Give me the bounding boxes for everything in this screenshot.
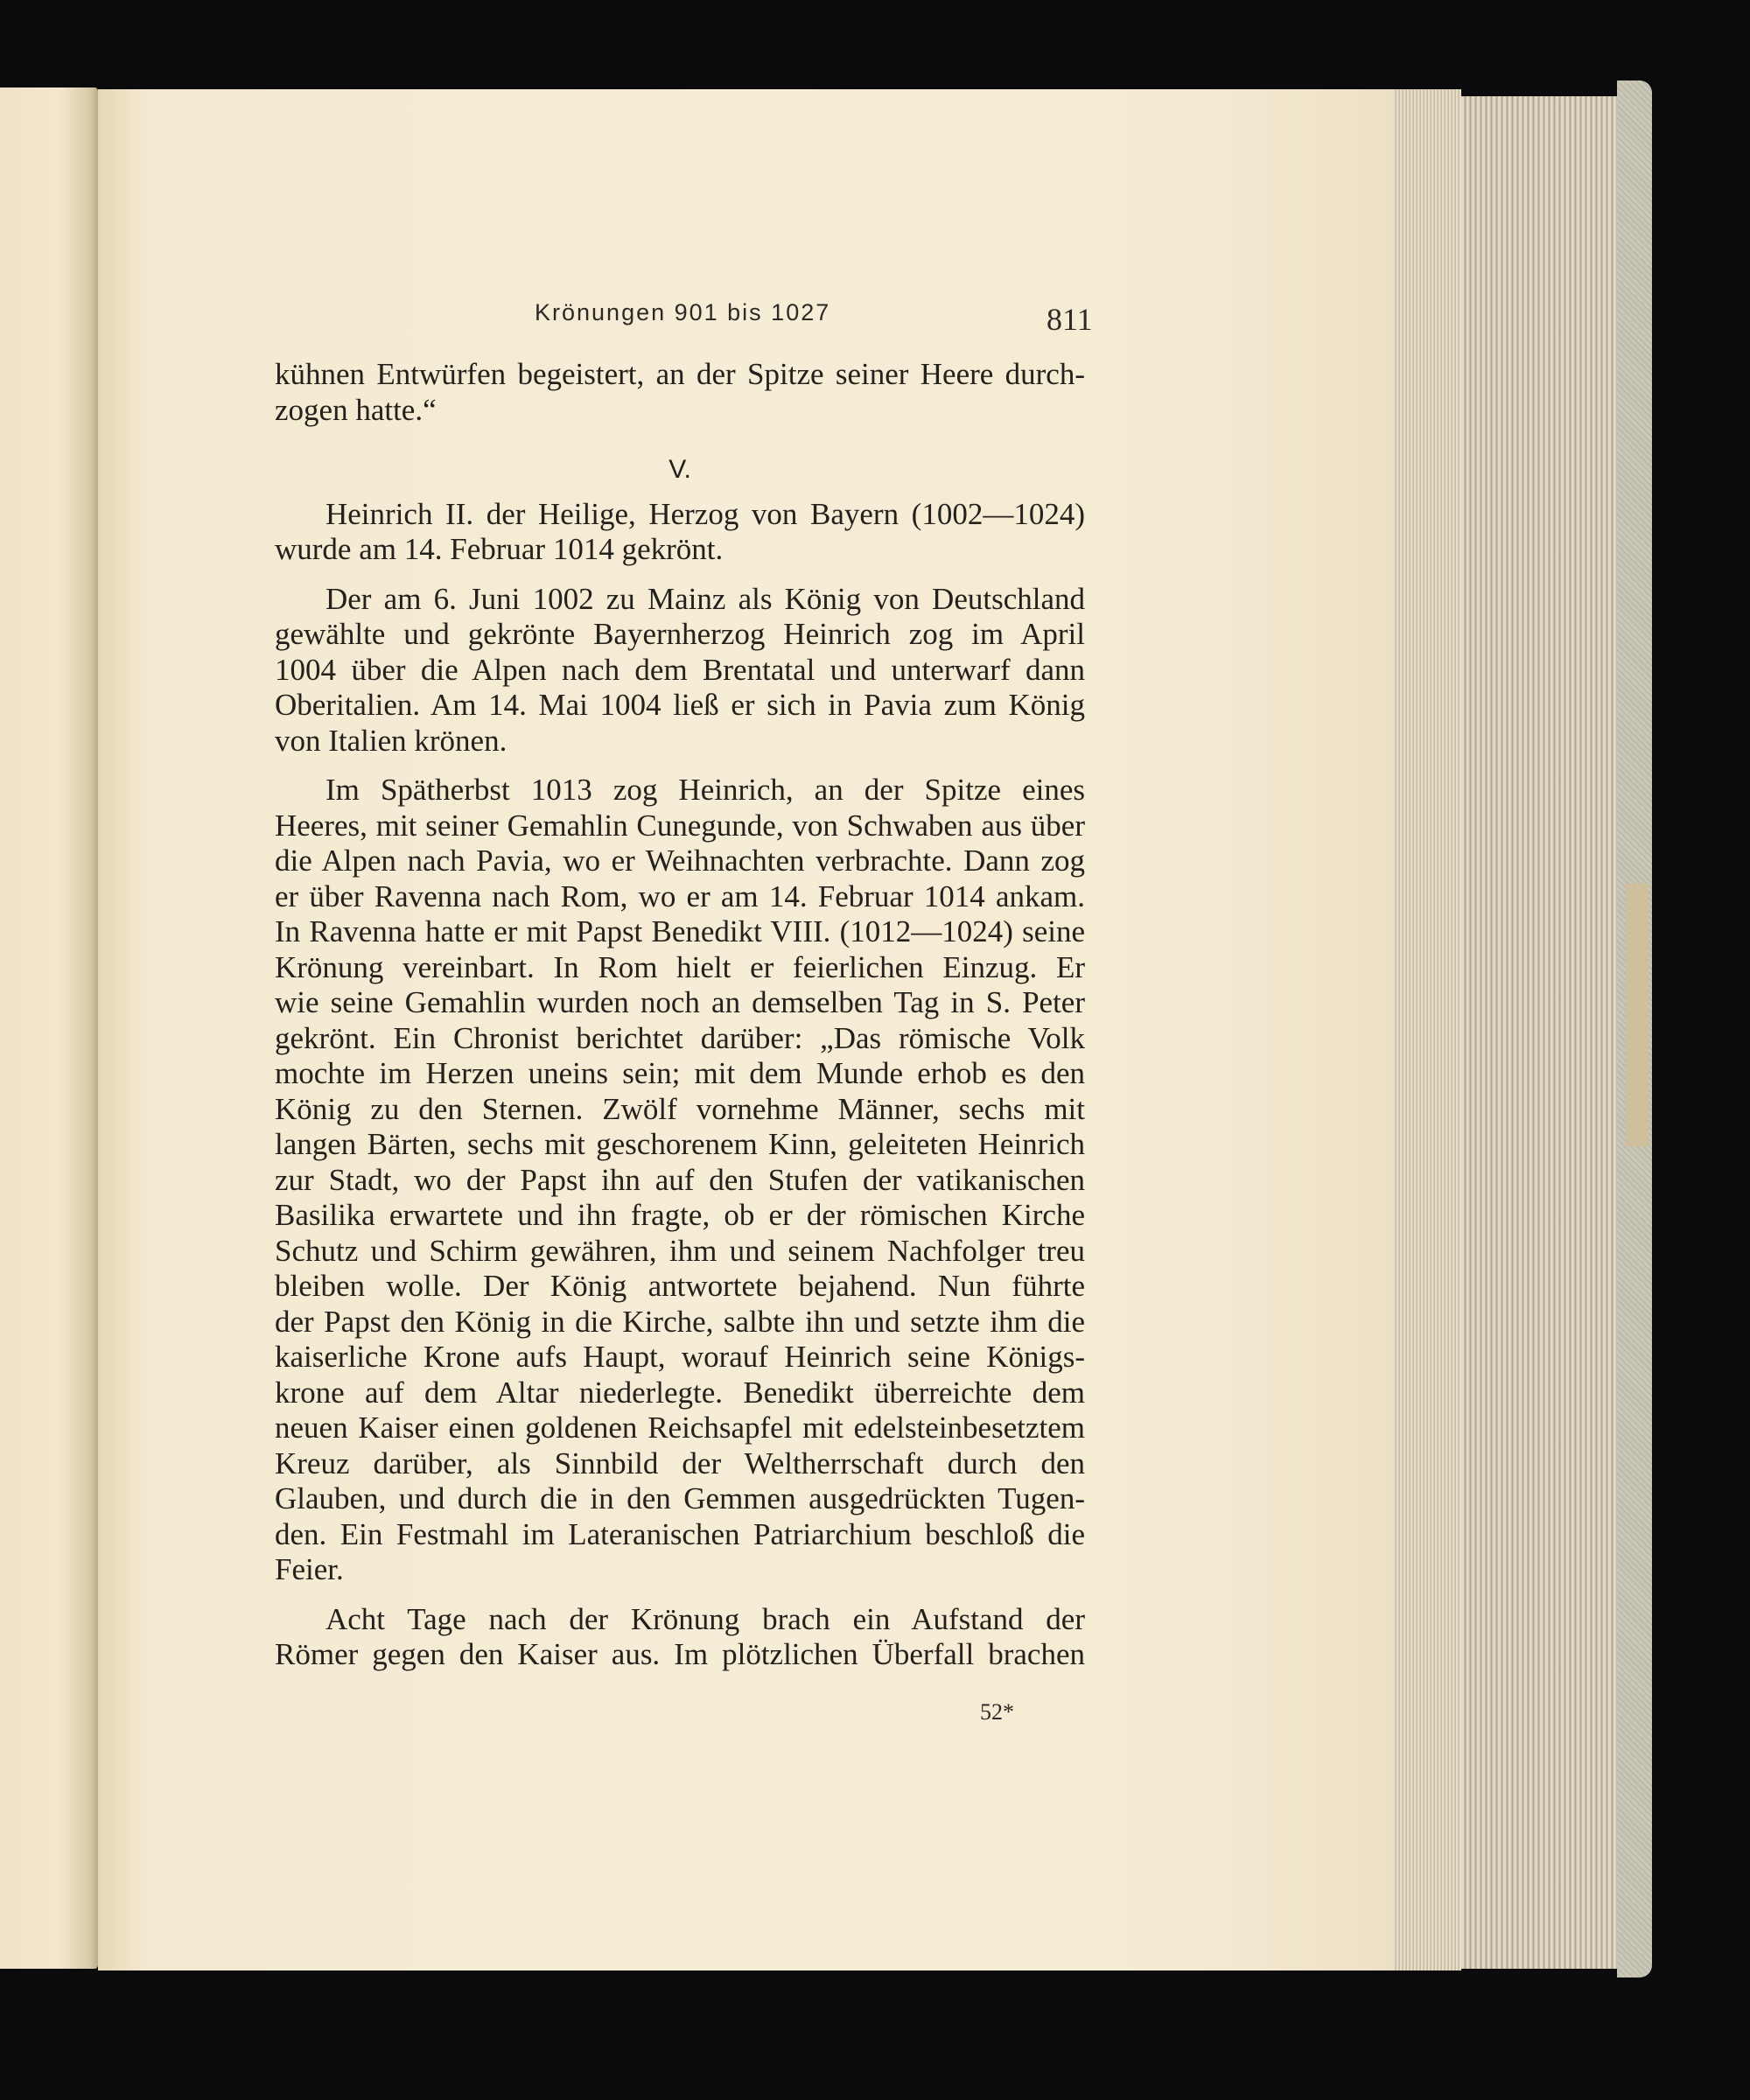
text-line: die Alpen nach Pavia, wo er Weihnachten verbrachte. Dann zog xyxy=(275,844,1085,878)
text-line: Basilika erwartete und ihn fragte, ob er der römischen Kirche xyxy=(275,1198,1085,1232)
paragraph-5 xyxy=(275,1602,1085,1673)
paragraph-1 xyxy=(275,357,1085,428)
text-line: kühnen Entwürfen begeistert, an der Spitze seiner Heere durch- xyxy=(275,357,1085,391)
section-heading: V. xyxy=(668,455,691,484)
text-line: krone auf dem Altar niederlegte. Benedikt überreichte dem xyxy=(275,1375,1085,1410)
text-line: In Ravenna hatte er mit Papst Benedikt VIII. (1012—1024) seine xyxy=(275,914,1085,948)
text-line: Heinrich II. der Heilige, Herzog von Bayern (1002—1024) xyxy=(326,496,1085,531)
text-line: Römer gegen den Kaiser aus. Im plötzlichen Überfall brachen xyxy=(275,1637,1085,1671)
page-block-edges xyxy=(1393,89,1461,1970)
text-line: 1004 über die Alpen nach dem Brentatal und unterwarf dann xyxy=(275,652,1085,687)
signature-mark: 52* xyxy=(980,1699,1014,1725)
text-line: zur Stadt, wo der Papst ihn auf den Stufen der vatikanischen xyxy=(275,1162,1085,1197)
paragraph-2 xyxy=(275,497,1085,568)
text-line: er über Ravenna nach Rom, wo er am 14. Februar 1014 ankam. xyxy=(275,878,1085,914)
text-line: wie seine Gemahlin wurden noch an demselben Tag in S. Peter xyxy=(275,985,1085,1019)
text-line: zogen hatte.“ xyxy=(275,392,437,427)
page-number: 811 xyxy=(1046,302,1093,337)
text-line: Glauben, und durch die in den Gemmen ausgedrückten Tugen- xyxy=(275,1481,1085,1516)
text-line: kaiserliche Krone aufs Haupt, worauf Heinrich seine Königs- xyxy=(275,1340,1085,1374)
facing-page-edge xyxy=(0,88,98,1969)
text-line: langen Bärten, sechs mit geschorenem Kinn, geleiteten Heinrich xyxy=(275,1127,1085,1161)
text-line: Der am 6. Juni 1002 zu Mainz als König von Deutschland xyxy=(326,581,1085,616)
text-line: Oberitalien. Am 14. Mai 1004 ließ er sich in Pavia zum König xyxy=(275,688,1085,722)
text-line: Im Spätherbst 1013 zog Heinrich, an der Spitze eines xyxy=(326,773,1085,807)
text-line: neuen Kaiser einen goldenen Reichsapfel mit edelsteinbesetztem xyxy=(275,1410,1085,1445)
paragraph-4 xyxy=(275,773,1085,1588)
bookmark-tab xyxy=(1626,884,1648,1146)
text-line: Heeres, mit seiner Gemahlin Cunegunde, von Schwaben aus über xyxy=(275,808,1085,843)
text-line: Kreuz darüber, als Sinnbild der Weltherrschaft durch den xyxy=(275,1446,1085,1480)
text-line: König zu den Sternen. Zwölf vornehme Männer, sechs mit xyxy=(275,1091,1085,1126)
running-head: Krönungen 901 bis 1027 xyxy=(535,299,831,326)
text-line: Krönung vereinbart. In Rom hielt er feierlichen Einzug. Er xyxy=(275,949,1085,984)
text-line: bleiben wolle. Der König antwortete bejahend. Nun führte xyxy=(275,1269,1085,1303)
text-line: gewählte und gekrönte Bayernherzog Heinrich zog im April xyxy=(275,617,1085,651)
text-line: der Papst den König in die Kirche, salbte ihn und setzte ihm die xyxy=(275,1304,1085,1339)
text-line: gekrönt. Ein Chronist berichtet darüber: „Das römische Volk xyxy=(275,1020,1085,1055)
paragraph-3 xyxy=(275,582,1085,760)
body-text xyxy=(275,357,1085,1673)
text-line: Acht Tage nach der Krönung brach ein Aufstand der xyxy=(326,1601,1085,1636)
text-line: Schutz und Schirm gewähren, ihm und seinem Nachfolger treu xyxy=(275,1233,1085,1268)
text-line: wurde am 14. Februar 1014 gekrönt. xyxy=(275,532,724,566)
text-line: mochte im Herzen uneins sein; mit dem Munde erhob es den xyxy=(275,1056,1085,1090)
text-line: Feier. xyxy=(275,1552,344,1586)
text-line: von Italien krönen. xyxy=(275,723,508,758)
text-line: den. Ein Festmahl im Lateranischen Patriarchium beschloß die xyxy=(275,1516,1085,1551)
